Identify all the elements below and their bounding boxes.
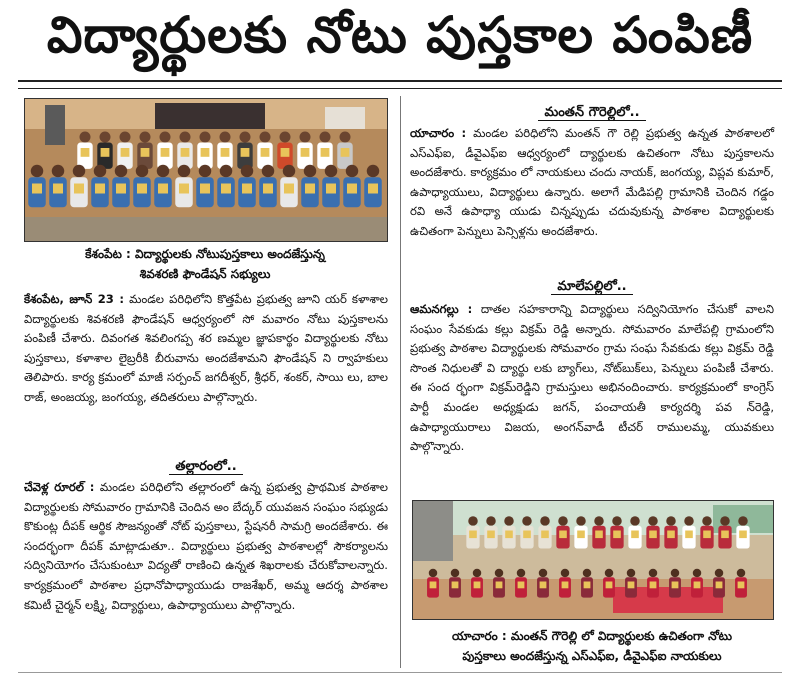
- article-manthan-gourelli: [410, 124, 774, 242]
- photo-manthan-gourelli-students: [412, 500, 774, 620]
- article-keshampet: [24, 290, 388, 408]
- subhead-tallaram: [24, 458, 388, 476]
- photo-keshampet-students: [24, 98, 388, 242]
- article-keshampet-body: మండల పరిధిలోని కొత్తపేట ప్రభుత్వ జూని యర్ కళాశాల విద్యార్థులకు శివశరణి ఫౌండేషన్ ఆధ్వర్యంలో సో మవారం నోటు పుస్తకాలను పంపిణీ చేశారు. దివంగత శివలింగప్ప శర ణమ్మల జ్ఞాపకార్థం విద్యార్థులకు నోటు పుస్తకాలు, కళాశాల లైబ్రరీకి బీరువాను అందజేశామని ఫౌండేషన్ ని ర్వాహకులు తెలిపారు. కార్య క్రమంలో మాజీ సర్పంచ్ జగదీశ్వర్, శ్రీధర్, శంకర్, సాయి లు, బాల రాజ్, అంజయ్య, జంగయ్య, తదితరులు పాల్గొన్నారు.: [24, 292, 388, 404]
- article-malepalli-dateline: ఆమనగల్లు :: [410, 302, 473, 316]
- left-photo-caption: [24, 244, 386, 284]
- bottom-rule: [18, 672, 782, 673]
- subhead-manthan-gourelli: [410, 104, 774, 122]
- subhead-tallaram-text: తల్లారంలో..: [169, 459, 242, 475]
- article-tallaram-dateline: చేవెళ్ల రూరల్ :: [24, 480, 95, 494]
- right-photo-caption-line-2: పుస్తకాలు అందజేస్తున్న ఎస్ఎఫ్ఐ, డీవైఎఫ్ఐ నాయకులు: [462, 649, 722, 663]
- article-tallaram: [24, 478, 388, 615]
- article-manthan-dateline: యాచారం :: [410, 126, 467, 140]
- article-malepalli: [410, 300, 774, 457]
- right-photo-caption-line-1: యాచారం : మంతన్ గౌరెల్లి లో విద్యార్థులకు ఉచితంగా నోటు: [452, 629, 732, 643]
- subhead-manthan-gourelli-text: మంతన్ గౌరెల్లిలో..: [538, 105, 645, 121]
- headline-rule-top: [18, 80, 782, 82]
- article-manthan-body: మండల పరిధిలోని మంతన్ గౌ రెల్లి ప్రభుత్వ ఉన్నత పాఠశాలలో ఎస్ఎఫ్ఐ, డీవైఎఫ్ఐ ఆధ్వర్యంలో ద్యార్థులకు ఉచితంగా నోటు పుస్తకాలను అందజేశారు. కార్యక్రమం లో నాయకులు చందు నాయక్, జంగయ్య, విప్లవ కుమార్, ఉపాధ్యాయులు, విద్యార్థులు ఉన్నారు. అలాగే మేడిపల్లి గ్రామానికి చెందిన గడ్డం రవి అనే ఉపాధ్యా యుడు చిన్నప్పుడు చదువుకున్న పాఠశాల విద్యార్థులకు ఉచితంగా పెన్నులు పెన్సిళ్లను అందజేశారు.: [410, 126, 774, 238]
- article-tallaram-body: మండల పరిధిలోని తల్లారంలో ఉన్న ప్రభుత్వ ప్రాథమిక పాఠశాల విద్యార్థులకు సోమవారం గ్రామానికి చెందిన అం బేద్కర్ యువజన సంఘం సభ్యుడు కొకుంట్ల దీపక్ ఆర్థిక సౌజన్యంతో నోట్ పుస్తకాలు, స్టేషనరీ సామగ్రి అందజేశారు. ఈ సందర్భంగా దీపక్ మాట్లాడుతూ.. విద్యార్థులు ప్రభుత్వ పాఠశాలల్లో సౌకర్యాలను సద్వినియోగం చేసుకుంటూ విద్యతో రాణించి ఉన్నత శిఖరాలకు చేరుకోవాలన్నారు. కార్యక్రమంలో పాఠశాల ప్రధానోపాధ్యాయుడు రాజశేఖర్, అమ్మ ఆదర్శ పాఠశాల కమిటీ చైర్మన్ లక్ష్మి, విద్యార్థులు, ఉపాధ్యాయులు పాల్గొన్నారు.: [24, 480, 388, 612]
- right-photo-caption: [410, 626, 774, 666]
- article-keshampet-dateline: కేశంపేట, జూన్ 23 :: [24, 292, 124, 306]
- headline: విద్యార్థులకు నోటు పుస్తకాల పంపిణీ: [46, 6, 754, 64]
- left-photo-caption-line-2: శివశరణి ఫౌండేషన్ సభ్యులు: [139, 267, 271, 281]
- column-divider: [400, 96, 401, 668]
- headline-rule-bottom: [18, 88, 782, 89]
- left-photo-caption-line-1: కేశంపేట : విద్యార్థులకు నోటుపుస్తకాలు అందజేస్తున్న: [85, 247, 325, 261]
- subhead-malepalli: [410, 278, 774, 296]
- subhead-malepalli-text: మాలేపల్లిలో..: [551, 279, 632, 295]
- article-malepalli-body: దాతల సహకారాన్ని విద్యార్థులు సద్వినియోగం చేసుకో వాలని సంఘం సేవకుడు కల్లు విక్రమ్ రెడ్డి అన్నారు. సోమవారం మాలేపల్లి గ్రామంలోని ప్రభుత్వ పాఠశాల విద్యార్థులకు సోమవారం గ్రామ సంఘ సేవకుడు కల్లు విక్రమ్ రెడ్డి సొంత నిధులతో వి ద్యార్థు లకు బ్యాగ్‌లు, నోట్‌బుక్‌లు, పెన్నులు పంపిణీ చేశారు. ఈ సంద ర్భంగా విక్రమ్‌రెడ్డిని గ్రామస్తులు అభినందించారు. కార్యక్రమంలో కాంగ్రెస్ పార్టీ మండల అధ్యక్షుడు జగన్, పంచాయతీ కార్యదర్శి పవ న్‌రెడ్డి, ఉపాధ్యాయురాలు విజయ, అంగన్‌వాడీ టీచర్ రాములమ్మ, యువకులు పాల్గొన్నారు.: [410, 302, 775, 454]
